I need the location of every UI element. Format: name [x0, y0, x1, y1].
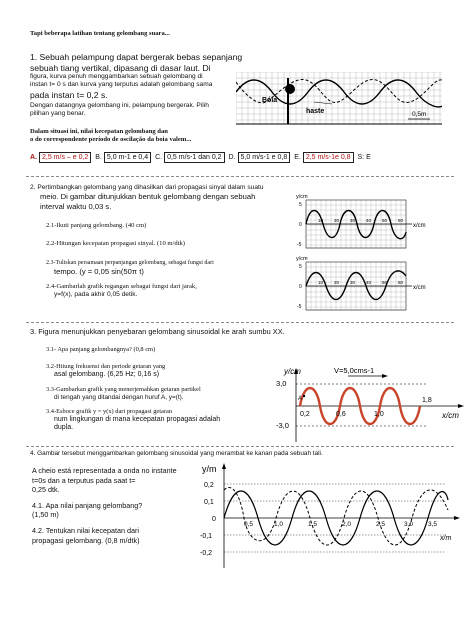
option-e-letter[interactable]: E.	[294, 154, 301, 161]
q4-prompt	[30, 450, 460, 458]
xtick: 0,6	[336, 411, 346, 418]
q2-bottom-xlabel: x/cm	[413, 285, 426, 291]
divider	[26, 446, 454, 447]
q2-graphs	[296, 192, 466, 322]
q1-prompt	[30, 52, 270, 101]
option-e[interactable]: 2,5 m/s-1e 0,8	[303, 152, 354, 163]
q2-items	[46, 222, 286, 300]
q1-wave-figure	[236, 72, 442, 134]
option-b-letter[interactable]: B.	[95, 154, 102, 161]
q3-xlabel: x/cm	[442, 411, 459, 420]
q4-item: (1,50 m)	[32, 510, 59, 520]
q2-item: 2.4-Gambarlah grafik regangan sebagai fungsi dari jarak,	[46, 282, 197, 290]
xtick: 50	[382, 280, 388, 285]
xtick: 60	[398, 280, 404, 285]
q2-line: interval waktu 0,03 s.	[40, 202, 112, 211]
xtick: 2,5	[376, 521, 386, 528]
q3-item: asal gelombang. (6,25 Hz; 0,16 s)	[54, 371, 160, 379]
buoy-icon	[285, 84, 295, 94]
option-b[interactable]: 5,0 m-1 e 0,4	[104, 152, 151, 163]
q1-question-line: o do correspondente período de oscilação da boia valem...	[30, 136, 192, 144]
ytick: -5	[297, 304, 302, 310]
q2-item: 2.2-Hitungan kecepatan propagasi sinyal. (10 m/dtk)	[46, 240, 185, 248]
xtick: 1,0	[274, 521, 284, 528]
xtick: 40	[366, 280, 372, 285]
q2-line: meio. Di gambar ditunjukkan bentuk gelombang dengan sebuah	[40, 192, 256, 202]
q2-top-ylabel: y/cm	[296, 194, 308, 200]
xtick: 3,0	[404, 521, 414, 528]
q4-item: propagasi gelombang. (0,8 m/dtk)	[32, 535, 140, 545]
option-d[interactable]: 5,0 m/s-1 e 0,8	[238, 152, 291, 163]
divider	[26, 176, 454, 177]
q1-extra	[30, 102, 260, 119]
ytick: 5	[299, 264, 302, 270]
q3-item: 3.2-Hitung frekuensi dan periode getaran yang	[46, 363, 166, 371]
ytick: 0	[299, 222, 302, 228]
q3-item: 3.4-Esboce grafik y = y(x) dari propagasi getaran	[46, 408, 173, 416]
q4-line: 4. Gambar tersebut menggambarkan gelombang sinusoidal yang merambat ke kanan pada sebuah tali.	[30, 450, 323, 457]
xtick: 1,0	[374, 411, 384, 418]
q2-prompt	[30, 184, 330, 212]
xtick: 30	[350, 218, 356, 223]
q2-bottom-ylabel: y/cm	[296, 256, 308, 262]
ytick: -0,2	[200, 550, 213, 557]
scale-label: 0,5m	[412, 111, 427, 118]
xtick: 0,5	[244, 521, 254, 528]
page-header: Tapi beberapa latihan tentang gelombang suara...	[30, 30, 170, 37]
xtick: 60	[398, 218, 404, 223]
q4-graph	[196, 460, 462, 572]
xtick: 10	[318, 218, 324, 223]
xtick: 2,0	[342, 521, 352, 528]
buoy-label: Bóia	[262, 97, 278, 104]
ytick: 5	[299, 202, 302, 208]
xtick: 3,5	[428, 521, 438, 528]
q3-items	[46, 346, 266, 433]
q2-item: 2.3-Tuliskan persamaan perpanjangan gelombang, sebagai fungsi dari	[46, 259, 214, 266]
q4-body-line: t=0s dan a terputus pada saat t=	[32, 475, 136, 485]
q1-line: pilihan yang benar.	[30, 110, 86, 118]
q3-velocity: V=5,0cms-1	[334, 366, 375, 375]
q4-item: 4.1. Apa nilai panjang gelombang?	[32, 500, 143, 510]
q4-body	[32, 466, 212, 545]
q1-options	[30, 152, 460, 163]
q4-ylabel: y/m	[202, 464, 217, 474]
q2-item: 2.1-Ikuti panjang gelombang. (40 cm)	[46, 222, 147, 229]
option-c-letter[interactable]: C.	[155, 154, 163, 161]
ytick: 0	[212, 516, 216, 523]
q3-ytick-top: 3,0	[276, 379, 287, 388]
ytick: 0,2	[204, 482, 214, 489]
q1-line: Dengan datangnya gelombang ini, pelampung bergerak. Pilih	[30, 102, 209, 109]
q2-top-xlabel: x/cm	[413, 223, 426, 229]
q3-item: 3.1- Apa panjang gelombangnya? (0,8 cm)	[46, 346, 156, 353]
point-a-label: A	[298, 396, 303, 402]
q3-item: 3.3-Gambarkan grafik yang menerjemahkan getaran partikel	[46, 385, 201, 393]
q4-body-line: 0,25 dtk.	[32, 485, 60, 495]
q1-question-line: Dalam situasi ini, nilai kecepatan gelombang dan	[30, 128, 168, 135]
q1-line: figura, kurva penuh menggambarkan sebuah gelombang di	[30, 73, 203, 80]
q3-item: num lingkungan di mana kecepatan propagasi adalah	[54, 416, 221, 424]
haste-label: haste	[306, 108, 325, 115]
option-c[interactable]: 0,5 m/s-1 dan 0,2	[164, 152, 224, 163]
xtick: 1,8	[422, 397, 432, 404]
q1-line: instan t= 0 s dan kurva yang terputus adalah gelombang sama	[30, 81, 213, 89]
q2-item: y=f(x), pada akhir 0,05 detik.	[54, 291, 138, 299]
xtick: 20	[334, 280, 340, 285]
q1-answer: S: E	[357, 154, 371, 161]
q1-line: pada instan t= 0,2 s.	[30, 89, 108, 100]
ytick: 0	[299, 284, 302, 290]
q3-line: 3. Figura menunjukkan penyebaran gelombang sinusoidal ke arah sumbu XX.	[30, 327, 285, 336]
q4-xlabel: x/m	[440, 535, 452, 542]
q3-item: di tengah yang ditandai dengan huruf A, y=(t).	[54, 393, 184, 401]
xtick: 50	[382, 218, 388, 223]
option-a[interactable]: 2,5 m/s – e 0,2	[39, 152, 91, 163]
q4-body-line: A cheio está representada a onda no instante	[32, 466, 177, 475]
q1-line: sebuah tiang vertikal, dipasang di dasar laut. Di	[30, 62, 211, 73]
q3-graph	[276, 366, 466, 444]
xtick: 30	[350, 280, 356, 285]
xtick: 20	[334, 218, 340, 223]
q2-item: tempo. (y = 0,05 sin(50π t)	[54, 267, 144, 277]
q4-item: 4.2. Tentukan nilai kecepatan dari	[32, 525, 139, 535]
q3-ylabel: y/cm	[284, 367, 301, 376]
q2-line: 2. Pertimbangkan gelombang yang dihasilkan dari propagasi sinyal dalam suatu	[30, 184, 264, 191]
xtick: 0,2	[300, 411, 310, 418]
xtick: 1,5	[308, 521, 318, 528]
option-d-letter[interactable]: D.	[228, 154, 236, 161]
q3-prompt	[30, 328, 460, 336]
xtick: 40	[366, 218, 372, 223]
ytick: -5	[297, 242, 302, 248]
xtick: 10	[318, 280, 324, 285]
divider	[26, 322, 454, 323]
q3-item: dupla.	[54, 424, 74, 432]
ytick: -0,1	[200, 533, 213, 540]
q1-line: 1. Sebuah pelampung dapat bergerak bebas sepanjang	[30, 52, 243, 62]
option-a-letter[interactable]: A.	[30, 154, 37, 161]
ytick: 0,1	[204, 499, 214, 506]
q3-ytick-bottom: -3,0	[276, 421, 289, 430]
